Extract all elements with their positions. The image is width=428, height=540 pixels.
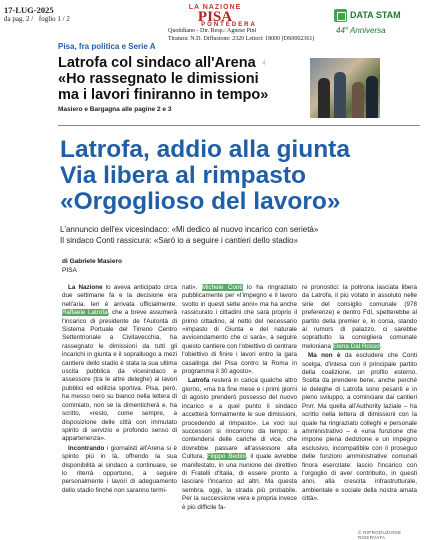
watermark: 4 — [262, 60, 266, 67]
byline-city: PISA — [62, 267, 77, 274]
teaser-photo — [310, 58, 380, 118]
paragraph-text: lo ha ringraziato pubblicamente per «l'impegno e il lavoro svolto in questi sette anni» ma ha anche rassicurato i cittadini che sarà proprio il primo cittadino, al netto del necessario «impasto di Giunta e del naturale avvicendamento che ci sarà», a seguire questo cantiere con l'obiettivo di centrare l'obiettivo di finire i lavori entro la gara casalinga del Pisa contro la Roma in programma il 30 agosto». — [182, 284, 297, 376]
datastampa-logo-icon — [334, 9, 347, 22]
paragraph — [62, 445, 177, 495]
publication-meta — [168, 27, 314, 43]
paragraph-text: resterà in carica qualche altro giorno, «ma tra fine mese e i primi giorni di agosto prenderò possesso del nuovo incarico e a quel punto il sindaco accetterà formalmente le sue dimissioni, procedendo al rimpasto». Le voci sui successori si rincorrono da tempo: a contendersi delle cariche di vice, che dovrebbe passare all'assessore alla Cultura, — [182, 377, 297, 461]
teaser-headline-line-1: Latrofa col sindaco all'Arena — [58, 55, 256, 71]
datastampa-anniversary: 44° Anniversa — [336, 26, 386, 35]
teaser-headline-line-3: ma i lavori finiranno in tempo» — [58, 87, 269, 103]
paragraph-lead: Latrofa — [188, 377, 210, 385]
paragraph-text: da escludere che Conti scelga, d'intesa con il principale partito della coalizione, un profilo esterno. Scelta da prendere bene, anche perché le deleghe di Latrofa sono pesanti e in pieno sviluppo, a cominciare dai cantieri Pnrr. Ma quella all'Authority laziale – ha scritto nella lettera di dimissioni con la quale ha ringraziato colleghi e personale amministrativo – è «una funzione che impone piena dedizione e un impegno esclusivo, incompatibile con il proseguo delle funzioni amministrative comunali finora esercitate: lascio l'incarico con l'orgoglio di aver contribuito, in questi anni, alla crescita infrastrutturale, ambientale e sociale della nostra amata città». — [302, 352, 417, 503]
paragraph — [62, 284, 177, 444]
paragraph-lead: Ma non è — [308, 352, 341, 360]
paragraph-lead: Incontrando — [68, 444, 105, 452]
datastampa-name: DATA STAM — [350, 10, 401, 21]
paragraph-text: re pronostici: la poltrona lasciata libera da Latrofa, il più votato in assoluto nelle sirie del consiglio comunale (978 preferenze) e dentro FdI, spetterebbe al partito della premier e, in corsa, stando ai rumors di palazzo, ci sarebbe soprattutto la consigliera comunale meloniana — [302, 284, 417, 350]
subheadline-line-1: L'annuncio dell'ex vicesindaco: «Mi dedico al nuovo incarico con serietà» — [60, 225, 319, 234]
masthead — [145, 4, 285, 28]
paragraph — [182, 377, 297, 512]
paragraph — [182, 284, 297, 376]
byline-author: di Gabriele Masiero — [62, 258, 122, 265]
name-highlight: Raffaele Latrofa — [62, 309, 108, 317]
page-ref: da pag. 2 / — [4, 15, 34, 23]
subheadline — [60, 224, 422, 246]
paragraph — [302, 352, 417, 503]
divider — [58, 125, 420, 126]
subheadline-line-2: Il sindaco Conti rassicura: «Sarò io a seguire i cantieri dello stadio» — [60, 236, 298, 245]
article-column-2 — [182, 284, 297, 513]
main-headline-line-3: «Orgoglioso del lavoro» — [60, 188, 341, 215]
masthead-main: PISA — [197, 9, 233, 25]
byline — [62, 257, 122, 275]
paragraph-text: nati». — [182, 284, 202, 291]
paragraph-lead: La Nazione — [68, 284, 103, 291]
main-headline-line-2: Via libera al rimpasto — [60, 162, 307, 189]
teaser-kicker: Pisa, fra politica e Serie A — [58, 42, 156, 51]
meta-line-1: Quotidiano - Dir. Resp.: Agnese Pini — [168, 28, 257, 34]
paragraph-text: lo aveva anticipato circa due settimane fa e la decisione era nell'aria. Ieri è arrivata ufficialmente. — [62, 284, 177, 308]
header-dateline — [4, 6, 70, 24]
copyright-notice: © RIPRODUZIONE RISERVATA — [358, 530, 402, 540]
paragraph-text: i giornalisti all'Arena si è spinto più in là, offrendo la sua disponibilità ai sindaco a continuare, se lo riterrà opportuno, a seguire personalmente i lavori di adeguamento dello stadio finché non saranno termi- — [62, 444, 177, 494]
name-highlight: Filippo Bedini — [206, 453, 246, 461]
paragraph-text: , il quale avrebbe manifestato, in una riunione dei direttivo di Fratelli d'Italia, di essere pronto a lasciare l'incarico ad altri. Ma questa sembra, oggi, la strada più probabile. Per la successione vera e propria invece è più difficile fa- — [182, 453, 297, 511]
paragraph: re pronostici: la poltrona lasciata libera da Latrofa, il più votato in assoluto nelle sirie del consiglio comunale (978 preferenze) e dentro FdI, spetterebbe al partito della premier e, in corsa, stando ai rumors di palazzo, ci sarebbe soprattutto la consigliera comunale meloniana Elena Dal Rosso. — [302, 284, 417, 350]
masthead-top: LA NAZIONE — [188, 4, 242, 11]
paragraph-text: , che a breve assumerà l'incarico di presidente de l'Autorità di Sistema Portuale del Tirreno Centro Settentrionale a Civitavecchia, ha rassegnato le dimissioni da tutti gli incarichi in giunta e il sopralluogo a mezi cantiere dello stadio è stata la sua ultima uscita pubblica da vicesindaco e assessore (tra le altre deleghe) ai lavori pubblici ed edilizia sportiva. Pisa, però, ha messo nero su bianco nella lettera di commiato, non se la dimenticherà e, ha scritto, «resto, come sempre, a disposizione delle città con immutato spirito di servizio e profondo senso di appartenenza». — [62, 309, 177, 443]
name-highlight: Michele Conti — [201, 284, 243, 291]
meta-line-2: Tiratura: N.D. Diffusione: 2320 Lettori: 18000 (DS0002361) — [168, 36, 315, 42]
teaser-caption: Masiero e Bargagna alle pagine 2 e 3 — [58, 106, 172, 113]
teaser-headline-line-2: «Ho rassegnato le dimissioni — [58, 71, 259, 87]
article-column-3 — [302, 284, 417, 505]
sheet-ref: foglio 1 / 2 — [38, 15, 70, 23]
datastampa-badge — [334, 6, 420, 36]
masthead-sub: PONTEDERA — [201, 22, 257, 28]
main-headline — [60, 137, 420, 215]
teaser-headline — [58, 55, 328, 103]
name-highlight: Elena Dal Rosso — [332, 342, 380, 350]
article-column-1 — [62, 284, 177, 496]
main-headline-line-1: Latrofa, addio alla giunta — [60, 136, 350, 163]
date: 17-LUG-2025 — [4, 5, 54, 15]
